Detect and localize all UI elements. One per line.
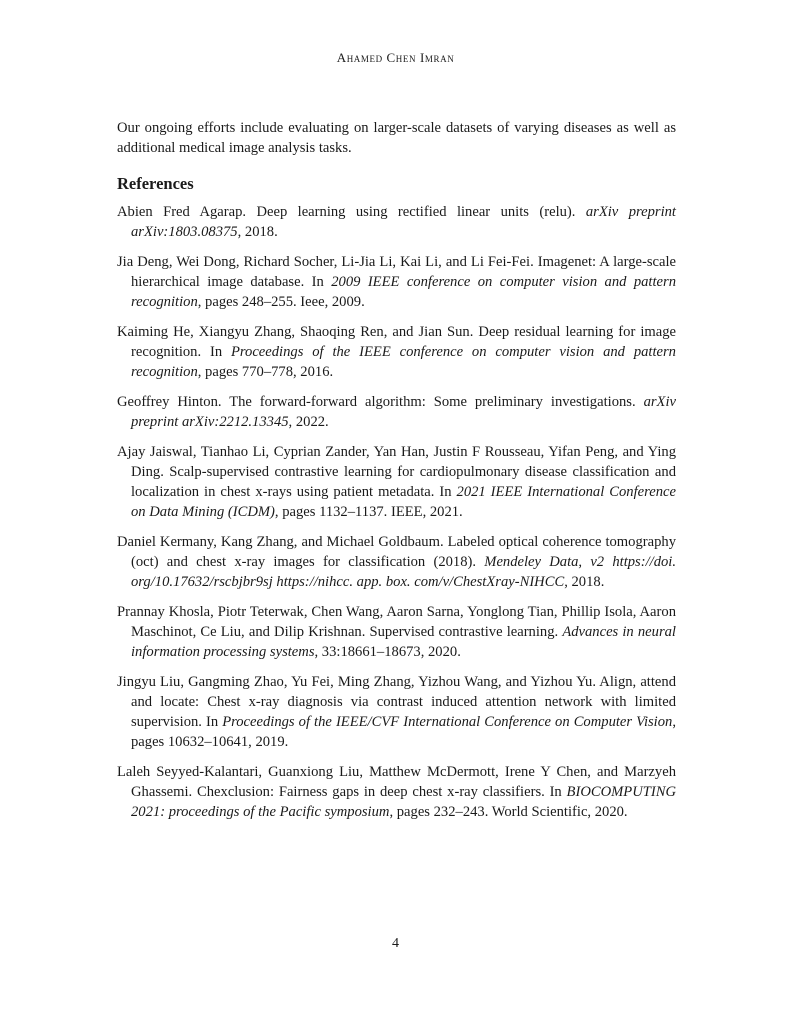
reference-item [117,532,676,592]
reference-venue: Mendeley Data, v2 https://doi. org/10.17632/rscbjbr9sj https://nihcc. app. box. com/v/ChestXray-NIHCC [131,554,676,590]
reference-details: , pages 232–243. World Scientific, 2020. [389,804,628,820]
reference-details: , pages 248–255. Ieee, 2009. [197,294,365,310]
reference-authors-title: Kaiming He, Xiangyu Zhang, Shaoqing Ren, and Jian Sun. Deep residual learning for image recognition. In [117,324,676,360]
reference-list [117,202,676,832]
reference-details: , 2018. [237,224,278,240]
reference-item [117,602,676,662]
reference-authors-title: Jia Deng, Wei Dong, Richard Socher, Li-Jia Li, Kai Li, and Li Fei-Fei. Imagenet: A large-scale hierarchical image database. In [117,254,676,290]
reference-item [117,672,676,752]
reference-details: , pages 1132–1137. IEEE, 2021. [274,504,463,520]
page-number: 4 [392,936,399,951]
reference-venue: Proceedings of the IEEE/CVF International Conference on Computer Vision [222,714,673,730]
reference-authors-title: Geoffrey Hinton. The forward-forward algorithm: Some preliminary investigations. [117,394,644,410]
reference-details: , pages 770–778, 2016. [197,364,334,380]
reference-authors-title: Prannay Khosla, Piotr Teterwak, Chen Wang, Aaron Sarna, Yonglong Tian, Phillip Isola, Aaron Maschinot, Ce Liu, and Dilip Krishnan. Supervised contrastive learning. [117,604,676,640]
reference-item [117,392,676,432]
reference-item [117,442,676,522]
reference-venue: Proceedings of the IEEE conference on computer vision and pattern recognition [131,344,676,380]
reference-item [117,252,676,312]
reference-authors-title: Jingyu Liu, Gangming Zhao, Yu Fei, Ming Zhang, Yizhou Wang, and Yizhou Yu. Align, attend and locate: Chest x-ray diagnosis via contrast induced attention network with limited supervision. In [117,674,676,730]
reference-venue: 2009 IEEE conference on computer vision and pattern recognition [131,274,676,310]
reference-venue: BIOCOMPUTING 2021: proceedings of the Pacific symposium [131,784,676,820]
reference-authors-title: Laleh Seyyed-Kalantari, Guanxiong Liu, Matthew McDermott, Irene Y Chen, and Marzyeh Ghassemi. Chexclusion: Fairness gaps in deep chest x-ray classifiers. In [117,764,676,800]
reference-authors-title: Daniel Kermany, Kang Zhang, and Michael Goldbaum. Labeled optical coherence tomography (oct) and chest x-ray images for classification (2018). [117,534,676,570]
intro-paragraph: Our ongoing efforts include evaluating on larger-scale datasets of varying diseases as well as additional medical image analysis tasks. [117,120,676,156]
reference-venue: arXiv preprint arXiv:1803.08375 [131,204,676,240]
reference-details: , 33:18661–18673, 2020. [314,644,461,660]
reference-item [117,322,676,382]
running-header: Ahamed Chen Imran [336,50,455,65]
reference-item [117,762,676,822]
reference-venue: Advances in neural information processing systems [131,624,676,660]
reference-authors-title: Ajay Jaiswal, Tianhao Li, Cyprian Zander, Yan Han, Justin F Rousseau, Yifan Peng, and Ying Ding. Scalp-supervised contrastive learning for cardiopulmonary disease classification and localization in chest x-rays using patient metadata. In [117,444,676,500]
reference-venue: 2021 IEEE International Conference on Data Mining (ICDM) [131,484,676,520]
reference-details: , pages 10632–10641, 2019. [131,714,676,750]
reference-details: , 2018. [564,574,605,590]
reference-venue: arXiv preprint arXiv:2212.13345 [131,394,676,430]
reference-authors-title: Abien Fred Agarap. Deep learning using rectified linear units (relu). [117,204,586,220]
reference-details: , 2022. [288,414,329,430]
references-heading: References [117,174,194,193]
reference-item [117,202,676,242]
